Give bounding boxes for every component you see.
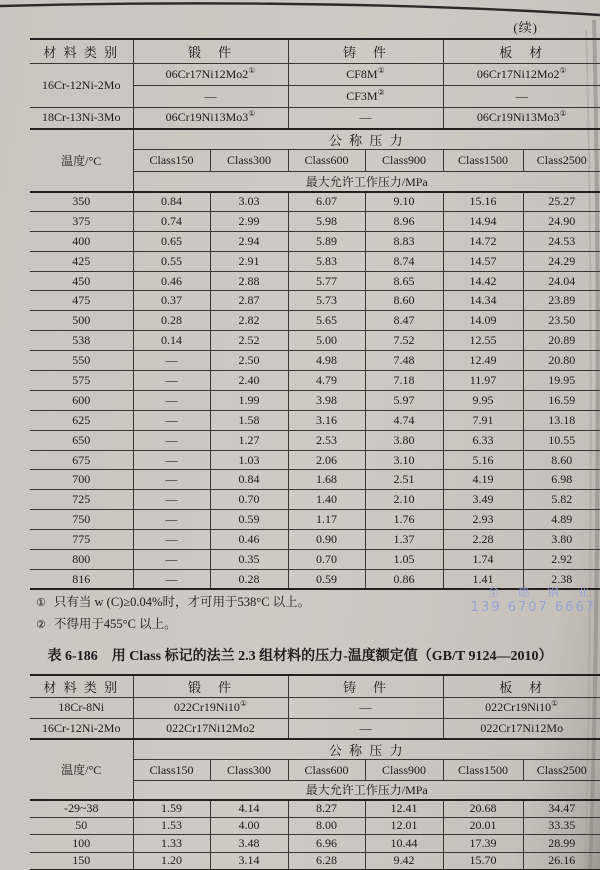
data-row	[30, 371, 600, 391]
temperature-column-header: 温度/°C	[30, 739, 133, 800]
temperature-cell: 100	[30, 835, 133, 853]
footnote-2-marker: ②	[36, 617, 46, 631]
class150-header: Class150	[133, 150, 210, 172]
temperature-cell: 750	[30, 510, 133, 530]
grade-text: CF3M	[346, 88, 378, 103]
data-row	[30, 817, 600, 835]
pressure-value-cell: 28.99	[523, 835, 600, 853]
data-row	[30, 251, 600, 271]
class2500-header: Class2500	[523, 150, 600, 172]
pressure-value-cell: —	[133, 390, 210, 410]
pressure-value-cell: 15.70	[443, 852, 523, 870]
plate-grade: —	[443, 85, 600, 107]
pressure-value-cell: 3.80	[523, 530, 600, 550]
pressure-value-cell: 4.14	[210, 800, 288, 818]
temperature-cell: 675	[30, 450, 133, 470]
grade-text: 022Cr19Ni10	[173, 700, 240, 714]
col-header-plate: 板 材	[443, 675, 600, 697]
pressure-value-cell: 7.48	[365, 351, 443, 371]
pressure-value-cell: 1.99	[210, 390, 288, 410]
grade-text: 06Cr17Ni12Mo2	[165, 66, 249, 81]
max-working-pressure-header: 最大允许工作压力/MPa	[133, 781, 600, 800]
pressure-value-cell: 2.53	[288, 430, 365, 450]
pressure-value-cell: 0.37	[133, 291, 210, 311]
pressure-value-cell: 6.07	[288, 192, 365, 212]
pressure-value-cell: 5.73	[288, 291, 365, 311]
class900-header: Class900	[365, 760, 443, 781]
col-header-forging: 锻 件	[133, 39, 288, 63]
footnote-2-text: 不得用于455°C 以上。	[53, 616, 177, 631]
pressure-value-cell: 1.27	[210, 430, 288, 450]
pressure-value-cell: 1.37	[365, 530, 443, 550]
pressure-value-cell: 3.80	[365, 430, 443, 450]
temperature-cell: 575	[30, 371, 133, 391]
pressure-value-cell: 10.55	[523, 430, 600, 450]
pressure-value-cell: 5.89	[288, 231, 365, 251]
supplier-watermark	[471, 583, 596, 615]
forging-grade	[133, 107, 288, 129]
grade-text: 06Cr19Ni13Mo3	[476, 110, 560, 125]
data-row	[30, 510, 600, 530]
pressure-value-cell: 0.74	[133, 211, 210, 231]
pressure-value-cell: 17.39	[443, 835, 523, 853]
pressure-value-cell: 2.28	[443, 530, 523, 550]
pressure-value-cell: 0.70	[288, 550, 365, 570]
pressure-value-cell: 6.33	[443, 430, 523, 450]
class300-header: Class300	[210, 760, 288, 781]
pressure-value-cell: 15.16	[443, 192, 523, 212]
forging-grade: —	[133, 85, 288, 107]
temperature-cell: 625	[30, 410, 133, 430]
footnote-1-text: 只有当 w (C)≥0.04%时，才可用于538°C 以上。	[53, 595, 311, 609]
pressure-value-cell: 3.14	[210, 852, 288, 870]
pressure-value-cell: 14.57	[443, 251, 523, 271]
pressure-value-cell: 1.58	[210, 410, 288, 430]
pressure-value-cell: 0.46	[210, 530, 288, 550]
pressure-value-cell: 6.96	[288, 835, 365, 853]
pressure-value-cell: 0.90	[288, 530, 365, 550]
class150-header: Class150	[133, 760, 210, 781]
pressure-value-cell: 3.16	[288, 410, 365, 430]
data-row	[30, 271, 600, 291]
pressure-value-cell: 8.60	[523, 450, 600, 470]
temperature-cell: 425	[30, 251, 133, 271]
pressure-value-cell: 3.03	[210, 192, 288, 212]
pressure-value-cell: 4.19	[443, 470, 523, 490]
pressure-value-cell: 20.80	[523, 351, 600, 371]
pressure-value-cell: 9.42	[365, 852, 443, 870]
material-category: 16Cr-12Ni-2Mo	[30, 718, 133, 739]
pressure-value-cell: 2.99	[210, 211, 288, 231]
casting-grade: —	[288, 107, 443, 129]
pressure-value-cell: 1.59	[133, 800, 210, 818]
pressure-value-cell: 1.74	[443, 550, 523, 570]
pressure-value-cell: 26.16	[523, 852, 600, 870]
pressure-value-cell: 23.50	[523, 311, 600, 331]
pressure-value-cell: 3.48	[210, 835, 288, 853]
temperature-cell: 50	[30, 817, 133, 835]
temperature-cell: 650	[30, 430, 133, 450]
pressure-value-cell: 5.82	[523, 490, 600, 510]
pressure-value-cell: 5.97	[365, 390, 443, 410]
pressure-value-cell: 20.01	[443, 817, 523, 835]
pressure-value-cell: 1.53	[133, 817, 210, 835]
temperature-cell: 550	[30, 351, 133, 371]
pressure-value-cell: 0.35	[210, 550, 288, 570]
pressure-value-cell: 0.28	[133, 311, 210, 331]
data-row	[30, 410, 600, 430]
forging-grade	[133, 697, 288, 718]
pressure-value-cell: 8.27	[288, 800, 365, 818]
pressure-value-cell: 6.98	[523, 470, 600, 490]
pressure-value-cell: —	[133, 351, 210, 371]
pressure-value-cell: 2.87	[210, 291, 288, 311]
temperature-cell: 800	[30, 550, 133, 570]
data-row	[30, 835, 600, 853]
pressure-value-cell: 9.10	[365, 192, 443, 212]
temperature-cell: 400	[30, 231, 133, 251]
data-row	[30, 450, 600, 470]
plate-grade: 022Cr17Ni12Mo	[443, 718, 600, 739]
pressure-value-cell: 16.59	[523, 390, 600, 410]
pressure-value-cell: 5.83	[288, 251, 365, 271]
pressure-value-cell: 23.89	[523, 291, 600, 311]
class1500-header: Class1500	[443, 760, 523, 781]
pressure-value-cell: 5.77	[288, 271, 365, 291]
col-header-material: 材 料 类 别	[30, 675, 133, 697]
pressure-value-cell: 2.38	[523, 569, 600, 589]
pressure-value-cell: 4.74	[365, 410, 443, 430]
data-row	[30, 231, 600, 251]
temperature-cell: 725	[30, 490, 133, 510]
pressure-value-cell: 3.98	[288, 390, 365, 410]
pressure-value-cell: 24.53	[523, 231, 600, 251]
pressure-value-cell: —	[133, 550, 210, 570]
footnote-ref: ①	[559, 109, 567, 119]
pressure-value-cell: 5.16	[443, 450, 523, 470]
pressure-value-cell: 1.41	[443, 569, 523, 589]
pressure-value-cell: 1.68	[288, 470, 365, 490]
material-category: 18Cr-8Ni	[30, 697, 133, 718]
footnote-ref: ①	[559, 65, 567, 75]
pressure-value-cell: 1.20	[133, 852, 210, 870]
data-row	[30, 852, 600, 870]
pressure-value-cell: 7.91	[443, 410, 523, 430]
class600-header: Class600	[288, 760, 365, 781]
pressure-value-cell: 2.92	[523, 550, 600, 570]
pressure-value-cell: 8.00	[288, 817, 365, 835]
casting-grade	[288, 85, 443, 107]
pressure-value-cell: 2.91	[210, 251, 288, 271]
pressure-value-cell: 14.09	[443, 311, 523, 331]
pressure-value-cell: 24.29	[523, 251, 600, 271]
pressure-value-cell: 14.42	[443, 271, 523, 291]
pressure-value-cell: 14.72	[443, 231, 523, 251]
pressure-value-cell: 13.18	[523, 410, 600, 430]
pressure-value-cell: 12.49	[443, 351, 523, 371]
pressure-value-cell: 3.49	[443, 490, 523, 510]
data-row	[30, 490, 600, 510]
data-row	[30, 351, 600, 371]
pressure-value-cell: 33.35	[523, 817, 600, 835]
footnote-ref: ①	[239, 699, 248, 708]
data-row	[30, 430, 600, 450]
class2500-header: Class2500	[523, 760, 600, 781]
pressure-value-cell: 12.55	[443, 331, 523, 351]
data-row	[30, 192, 600, 212]
pressure-value-cell: 4.89	[523, 510, 600, 530]
pressure-value-cell: —	[133, 510, 210, 530]
pressure-value-cell: 19.95	[523, 371, 600, 391]
footnote-ref: ②	[377, 87, 385, 97]
temperature-cell: 816	[30, 569, 133, 589]
pressure-value-cell: 5.98	[288, 211, 365, 231]
casting-grade: —	[288, 697, 443, 718]
pressure-value-cell: 20.68	[443, 800, 523, 818]
temperature-cell: 150	[30, 852, 133, 870]
data-row	[30, 470, 600, 490]
col-header-casting: 铸 件	[288, 39, 443, 63]
pressure-value-cell: 8.96	[365, 211, 443, 231]
pressure-temperature-table-continued	[30, 38, 600, 590]
pressure-value-cell: 0.59	[288, 569, 365, 589]
pressure-value-cell: 0.28	[210, 569, 288, 589]
pressure-value-cell: 2.50	[210, 351, 288, 371]
pressure-value-cell: 5.65	[288, 311, 365, 331]
pressure-value-cell: 0.70	[210, 490, 288, 510]
pressure-value-cell: 24.04	[523, 271, 600, 291]
temperature-column-header: 温度/°C	[30, 129, 133, 192]
footnote-1-marker: ①	[36, 596, 46, 609]
max-working-pressure-header: 最大允许工作压力/MPa	[133, 172, 600, 192]
plate-grade	[443, 107, 600, 129]
watermark-phone: 139 6707 6667	[470, 600, 596, 615]
continued-marker: (续)	[513, 20, 538, 35]
pressure-value-cell: 9.95	[443, 390, 523, 410]
temperature-cell: 375	[30, 211, 133, 231]
pressure-value-cell: 8.74	[365, 251, 443, 271]
col-header-casting: 铸 件	[288, 675, 443, 697]
pressure-value-cell: 2.40	[210, 371, 288, 391]
pressure-value-cell: —	[133, 490, 210, 510]
pressure-value-cell: 8.65	[365, 271, 443, 291]
pressure-value-cell: 1.40	[288, 490, 365, 510]
pressure-value-cell: 8.60	[365, 291, 443, 311]
pressure-value-cell: 0.55	[133, 251, 210, 271]
pressure-value-cell: 2.82	[210, 311, 288, 331]
pressure-value-cell: 6.28	[288, 852, 365, 870]
plate-grade	[443, 63, 600, 85]
pressure-value-cell: 14.94	[443, 211, 523, 231]
pressure-value-cell: 2.52	[210, 331, 288, 351]
data-row	[30, 800, 600, 818]
pressure-value-cell: 4.98	[288, 351, 365, 371]
pressure-value-cell: 25.27	[523, 192, 600, 212]
footnote-1	[36, 592, 506, 614]
forging-grade: 022Cr17Ni12Mo2	[133, 718, 288, 739]
temperature-cell: 450	[30, 271, 133, 291]
data-row	[30, 311, 600, 331]
pressure-value-cell: 2.88	[210, 271, 288, 291]
nominal-pressure-header: 公 称 压 力	[133, 739, 600, 760]
class900-header: Class900	[365, 150, 443, 172]
pressure-value-cell: 0.14	[133, 331, 210, 351]
grade-text: 022Cr19Ni10	[485, 700, 552, 714]
pressure-value-cell: 3.10	[365, 450, 443, 470]
pressure-value-cell: 1.76	[365, 510, 443, 530]
data-row	[30, 550, 600, 570]
grade-text: 06Cr17Ni12Mo2	[476, 66, 560, 81]
footnote-ref: ①	[551, 699, 559, 708]
data-row	[30, 331, 600, 351]
footnote-ref: ①	[248, 65, 256, 75]
class600-header: Class600	[288, 150, 365, 172]
footnote-ref: ①	[248, 109, 256, 119]
pressure-value-cell: 0.59	[210, 510, 288, 530]
col-header-plate: 板 材	[443, 39, 600, 63]
pressure-value-cell: 0.86	[365, 569, 443, 589]
watermark-company: 至 德 钢 业	[487, 585, 596, 599]
pressure-value-cell: 0.84	[210, 470, 288, 490]
pressure-value-cell: —	[133, 410, 210, 430]
pressure-value-cell: 12.01	[365, 817, 443, 835]
pressure-value-cell: 1.17	[288, 510, 365, 530]
pressure-value-cell: 20.89	[523, 331, 600, 351]
pressure-value-cell: 1.05	[365, 550, 443, 570]
grade-text: 06Cr19Ni13Mo3	[165, 110, 249, 125]
material-category: 16Cr-12Ni-2Mo	[30, 63, 133, 107]
pressure-value-cell: 7.52	[365, 331, 443, 351]
data-row	[30, 291, 600, 311]
pressure-value-cell: 0.46	[133, 271, 210, 291]
pressure-value-cell: 7.18	[365, 371, 443, 391]
material-category: 18Cr-13Ni-3Mo	[30, 107, 133, 129]
pressure-value-cell: 12.41	[365, 800, 443, 818]
pressure-value-cell: 0.65	[133, 231, 210, 251]
grade-text: CF8M	[346, 66, 378, 81]
data-row	[30, 390, 600, 410]
pressure-value-cell: 8.47	[365, 311, 443, 331]
temperature-cell: 600	[30, 390, 133, 410]
col-header-material: 材 料 类 别	[30, 39, 133, 63]
pressure-value-cell: —	[133, 470, 210, 490]
temperature-cell: 538	[30, 331, 133, 351]
pressure-value-cell: 5.00	[288, 331, 365, 351]
nominal-pressure-header: 公 称 压 力	[133, 129, 600, 150]
pressure-value-cell: 2.93	[443, 510, 523, 530]
class1500-header: Class1500	[443, 150, 523, 172]
footnote-ref: ①	[377, 65, 385, 75]
pressure-value-cell: 10.44	[365, 835, 443, 853]
class300-header: Class300	[210, 150, 288, 172]
pressure-temperature-table-6-186	[30, 674, 600, 870]
pressure-value-cell: 2.06	[288, 450, 365, 470]
pressure-value-cell: 2.51	[365, 470, 443, 490]
pressure-value-cell: 11.97	[443, 371, 523, 391]
pressure-value-cell: 8.83	[365, 231, 443, 251]
temperature-cell: 500	[30, 311, 133, 331]
pressure-value-cell: 0.84	[133, 192, 210, 212]
temperature-cell: -29~38	[30, 800, 133, 818]
footnote-2	[36, 614, 506, 636]
pressure-value-cell: 14.34	[443, 291, 523, 311]
pressure-value-cell: —	[133, 430, 210, 450]
temperature-cell: 700	[30, 470, 133, 490]
casting-grade	[288, 63, 443, 85]
temperature-cell: 775	[30, 530, 133, 550]
col-header-forging: 锻 件	[133, 675, 288, 697]
plate-grade	[443, 697, 600, 718]
pressure-value-cell: 1.03	[210, 450, 288, 470]
pressure-value-cell: 2.10	[365, 490, 443, 510]
pressure-value-cell: 1.33	[133, 835, 210, 853]
temperature-cell: 475	[30, 291, 133, 311]
pressure-value-cell: 24.90	[523, 211, 600, 231]
temperature-cell: 350	[30, 192, 133, 212]
footnotes	[36, 592, 506, 636]
table-6-186-title: 表 6-186 用 Class 标记的法兰 2.3 组材料的压力-温度额定值（GB/T 9124—2010）	[47, 649, 553, 664]
data-row	[30, 530, 600, 550]
casting-grade: —	[288, 718, 443, 739]
pressure-value-cell: —	[133, 371, 210, 391]
pressure-value-cell: 4.79	[288, 371, 365, 391]
pressure-value-cell: —	[133, 530, 210, 550]
pressure-value-cell: —	[133, 450, 210, 470]
pressure-value-cell: —	[133, 569, 210, 589]
pressure-value-cell: 4.00	[210, 817, 288, 835]
data-row	[30, 211, 600, 231]
pressure-value-cell: 34.47	[523, 800, 600, 818]
forging-grade	[133, 63, 288, 85]
pressure-value-cell: 2.94	[210, 231, 288, 251]
